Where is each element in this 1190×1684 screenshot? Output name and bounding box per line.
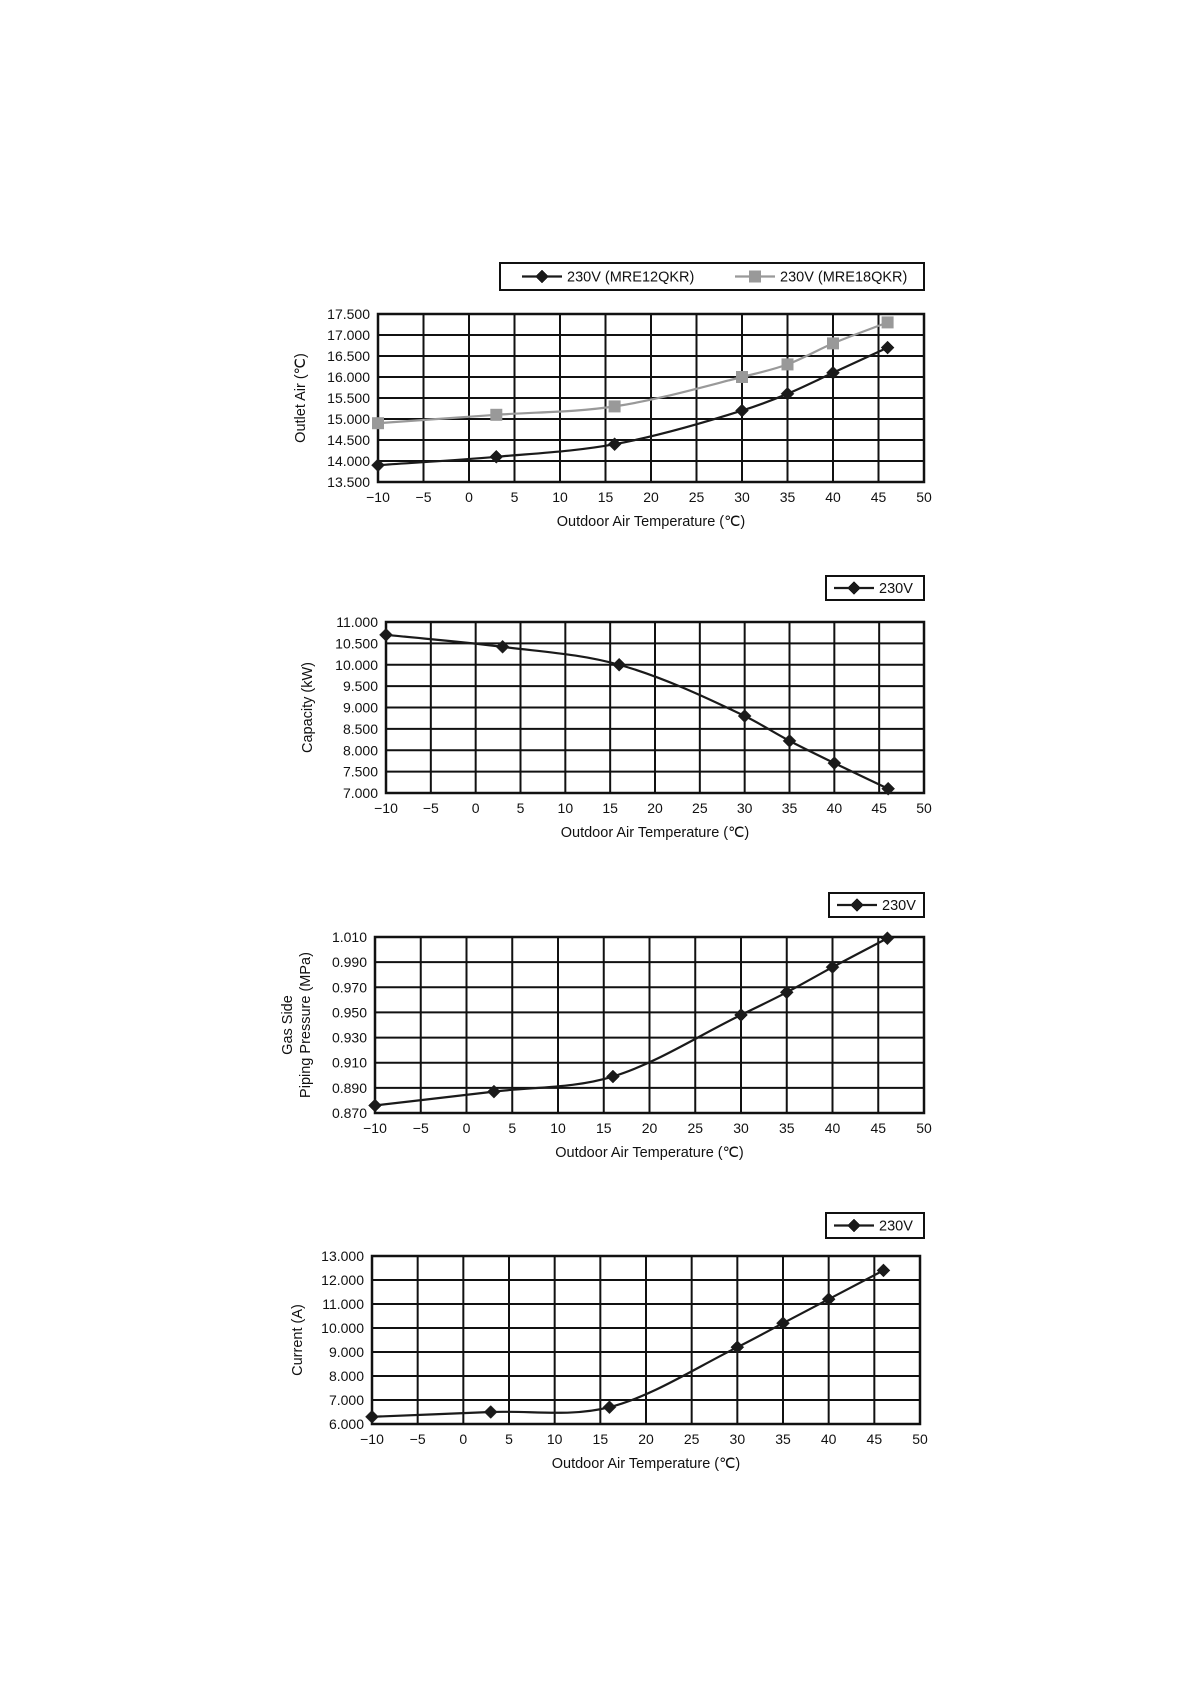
legend (500, 263, 924, 290)
x-tick-label: 35 (779, 489, 796, 505)
y-tick-label: 0.930 (331, 1029, 367, 1046)
x-tick-label: 45 (870, 1120, 887, 1136)
x-tick-label: 20 (647, 800, 663, 816)
data-point (366, 1410, 379, 1423)
y-tick-label: 7.000 (328, 1392, 364, 1408)
legend (826, 576, 924, 600)
legend-label: 230V (879, 581, 913, 597)
data-point (881, 341, 894, 354)
x-tick-label: 50 (916, 489, 932, 505)
legend (829, 893, 924, 917)
x-tick-label: −10 (363, 1120, 387, 1136)
x-tick-label: 50 (912, 1431, 928, 1447)
x-tick-label: 50 (916, 800, 932, 816)
series-line (375, 938, 887, 1105)
x-tick-label: 0 (462, 1120, 471, 1136)
x-tick-label: 30 (734, 489, 750, 505)
x-tick-label: 40 (820, 1431, 837, 1447)
legend-label: 230V (MRE12QKR) (567, 269, 695, 286)
x-tick-label: −5 (409, 1431, 426, 1447)
x-tick-label: 5 (508, 1120, 517, 1136)
y-tick-label: 16.500 (327, 348, 370, 364)
x-tick-label: 10 (557, 800, 574, 816)
data-point (882, 316, 894, 328)
y-tick-label: 13.500 (327, 474, 370, 490)
y-tick-label: 7.500 (342, 763, 378, 780)
x-tick-label: 10 (546, 1431, 563, 1447)
data-point (369, 1099, 382, 1112)
data-point (484, 1406, 497, 1419)
x-tick-label: 25 (692, 800, 708, 816)
y-axis-label: Capacity (kW) (300, 661, 316, 754)
x-tick-label: 35 (781, 800, 798, 816)
y-tick-label: 14.500 (327, 432, 370, 448)
y-tick-label: 9.000 (342, 699, 378, 716)
x-axis-label: Outdoor Air Temperature (℃) (556, 514, 746, 530)
y-tick-label: 8.000 (328, 1368, 364, 1384)
y-tick-label: 15.500 (327, 390, 370, 406)
y-tick-label: 9.000 (328, 1344, 364, 1360)
data-point (827, 337, 839, 349)
x-tick-label: 25 (683, 1431, 700, 1447)
x-tick-label: 5 (505, 1431, 513, 1447)
data-point (735, 1008, 748, 1021)
legend-label: 230V (MRE18QKR) (780, 269, 908, 286)
y-tick-label: 17.000 (327, 327, 370, 343)
chart-4 (290, 1213, 928, 1472)
x-tick-label: 0 (465, 489, 473, 505)
x-tick-label: 30 (736, 800, 753, 816)
legend-marker (749, 271, 761, 283)
series-line (372, 1270, 883, 1416)
y-axis-label: Outlet Air (℃) (293, 353, 309, 443)
data-point (738, 710, 751, 723)
data-point (877, 1264, 890, 1277)
x-tick-label: 5 (516, 800, 525, 816)
y-tick-label: 7.000 (342, 785, 378, 801)
x-tick-label: 45 (866, 1431, 883, 1447)
series-2 (372, 316, 894, 429)
y-tick-label: 10.500 (335, 635, 378, 652)
data-point (372, 417, 384, 429)
y-tick-label: 10.000 (321, 1320, 364, 1336)
x-tick-label: 20 (643, 489, 659, 505)
data-point (613, 658, 626, 671)
x-tick-label: 20 (638, 1431, 654, 1447)
x-tick-label: 30 (729, 1431, 746, 1447)
x-tick-label: 30 (733, 1120, 749, 1136)
x-tick-label: 15 (602, 800, 618, 816)
y-tick-label: 0.910 (331, 1054, 367, 1071)
y-tick-label: 0.870 (331, 1105, 367, 1121)
x-tick-label: 10 (552, 489, 568, 505)
y-tick-label: 8.500 (342, 720, 378, 737)
y-tick-label: 9.500 (342, 678, 378, 695)
x-tick-label: 10 (550, 1120, 566, 1136)
x-tick-label: 15 (592, 1431, 609, 1447)
x-tick-label: 15 (597, 489, 614, 505)
y-tick-label: 13.000 (321, 1248, 364, 1264)
y-tick-label: 16.000 (327, 369, 370, 385)
series-line (386, 635, 888, 789)
series-1 (369, 932, 894, 1112)
data-point (783, 734, 796, 747)
y-axis-label: Gas Side (280, 995, 296, 1055)
x-tick-label: 20 (641, 1120, 658, 1136)
data-point (881, 932, 894, 945)
x-tick-label: 40 (824, 1120, 841, 1136)
x-tick-label: 50 (916, 1120, 932, 1136)
y-tick-label: 17.500 (327, 306, 370, 322)
chart-2 (300, 576, 932, 841)
y-tick-label: 0.990 (331, 954, 367, 971)
x-tick-label: −5 (422, 800, 439, 816)
x-axis-label: Outdoor Air Temperature (℃) (560, 825, 750, 841)
data-point (736, 404, 749, 417)
legend-label: 230V (879, 1218, 913, 1235)
x-tick-label: 35 (778, 1120, 795, 1136)
series-1 (372, 341, 895, 472)
chart-1 (293, 263, 932, 530)
x-axis-label: Outdoor Air Temperature (℃) (551, 1456, 741, 1472)
y-tick-label: 12.000 (321, 1272, 364, 1288)
series-line (378, 322, 888, 423)
y-tick-label: 1.010 (331, 929, 367, 945)
x-tick-label: −5 (415, 489, 432, 505)
x-tick-label: 5 (510, 489, 519, 505)
x-axis-label: Outdoor Air Temperature (℃) (555, 1145, 744, 1161)
data-point (606, 1070, 619, 1083)
data-point (736, 371, 748, 383)
data-point (380, 628, 393, 641)
series-1 (380, 628, 895, 795)
y-tick-label: 10.000 (335, 656, 378, 673)
data-point (782, 358, 794, 370)
x-tick-label: 40 (826, 800, 843, 816)
x-tick-label: −10 (374, 800, 398, 816)
data-point (609, 400, 621, 412)
x-tick-label: 15 (595, 1120, 612, 1136)
y-tick-label: 6.000 (328, 1416, 364, 1432)
x-tick-label: 0 (459, 1431, 468, 1447)
y-axis-label: Current (A) (290, 1304, 306, 1376)
x-tick-label: 40 (825, 489, 841, 505)
x-tick-label: −10 (366, 489, 390, 505)
y-tick-label: 14.000 (327, 453, 370, 469)
data-point (490, 409, 502, 421)
legend (826, 1213, 924, 1238)
x-tick-label: 25 (687, 1120, 704, 1136)
y-tick-label: 0.950 (331, 1004, 367, 1021)
y-tick-label: 8.000 (342, 742, 378, 759)
x-tick-label: 45 (871, 800, 887, 816)
x-tick-label: −5 (412, 1120, 429, 1136)
series-line (378, 348, 888, 466)
x-tick-label: 35 (775, 1431, 791, 1447)
x-tick-label: −10 (360, 1431, 384, 1447)
data-point (828, 757, 841, 770)
legend-label: 230V (882, 898, 916, 914)
y-tick-label: 11.000 (336, 614, 378, 630)
x-tick-label: 45 (870, 489, 887, 505)
data-point (603, 1401, 616, 1414)
x-tick-label: 25 (688, 489, 705, 505)
y-tick-label: 11.000 (322, 1296, 364, 1312)
data-point (496, 640, 509, 653)
y-tick-label: 15.000 (327, 411, 370, 427)
y-axis-label-line2: Piping Pressure (MPa) (298, 952, 314, 1098)
x-tick-label: 0 (471, 800, 480, 816)
y-tick-label: 0.890 (331, 1079, 367, 1096)
chart-3 (280, 893, 932, 1161)
y-tick-label: 0.970 (331, 979, 367, 996)
